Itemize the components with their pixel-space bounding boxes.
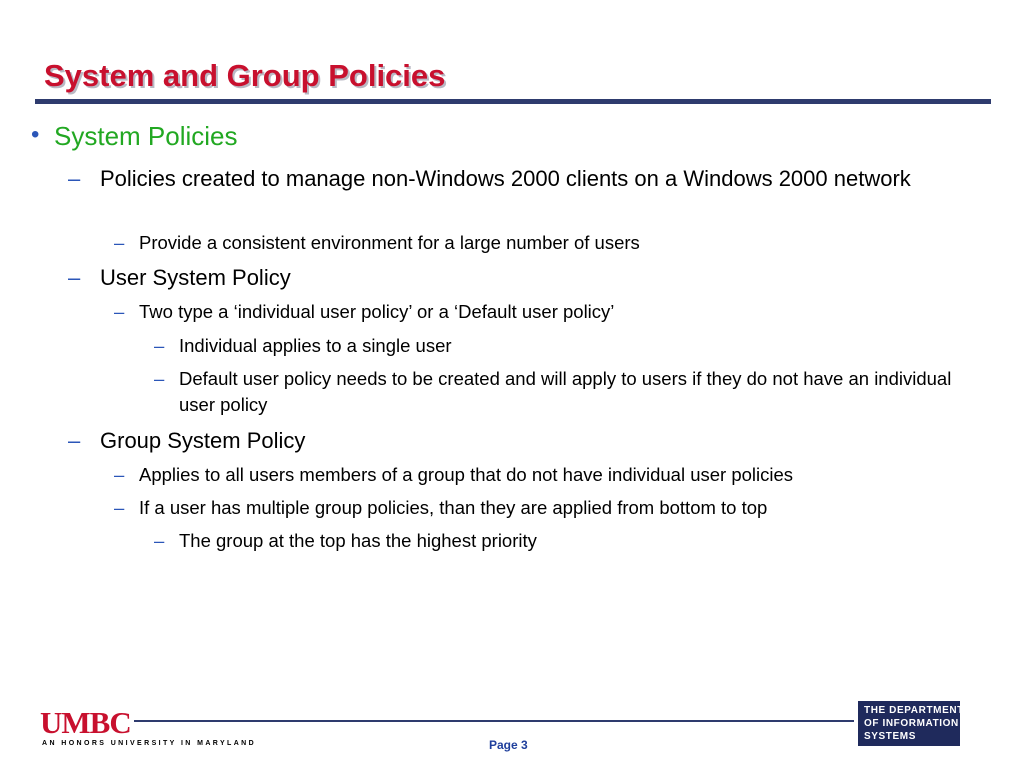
- slide-title: System and Group Policies: [44, 58, 446, 93]
- bullet-item: [154, 366, 964, 418]
- bullet-marker: –: [154, 335, 165, 356]
- bullet-text: System Policies: [54, 121, 238, 151]
- bullet-item: [114, 495, 974, 521]
- bullet-text: Policies created to manage non-Windows 2000 clients on a Windows 2000 network: [100, 166, 911, 191]
- bullet-marker: –: [154, 530, 165, 551]
- page-number: Page 3: [489, 738, 528, 752]
- bullet-marker: –: [68, 166, 81, 191]
- bullet-marker: –: [68, 265, 81, 290]
- bullet-item: [114, 462, 974, 488]
- bullet-item: [154, 528, 964, 554]
- bullet-item: [68, 263, 968, 293]
- bullet-text: If a user has multiple group policies, than they are applied from bottom to top: [139, 497, 768, 518]
- dept-line: SYSTEMS: [864, 731, 916, 742]
- bullet-text: Default user policy needs to be created and will apply to users if they do not have an individual user policy: [179, 368, 952, 415]
- bullet-item: [154, 333, 964, 359]
- department-logo: [858, 701, 964, 746]
- bullet-marker: •: [31, 121, 40, 148]
- bullet-text: Two type a ‘individual user policy’ or a ‘Default user policy’: [139, 301, 615, 322]
- bullet-marker: –: [114, 232, 125, 253]
- bullet-item: [68, 426, 968, 456]
- umbc-tagline: AN HONORS UNIVERSITY IN MARYLAND: [42, 740, 257, 747]
- bullet-marker: –: [154, 368, 165, 389]
- bullet-text: Applies to all users members of a group that do not have individual user policies: [139, 464, 794, 485]
- bullet-item: [114, 230, 974, 256]
- bullet-item: [31, 121, 991, 152]
- dept-line: THE DEPARTMENT: [864, 705, 964, 716]
- bullet-text: The group at the top has the highest priority: [179, 530, 537, 551]
- bullet-text: Individual applies to a single user: [179, 335, 452, 356]
- bullet-item: [114, 299, 974, 325]
- bullet-item: [68, 164, 968, 194]
- footer-divider: [134, 720, 854, 722]
- bullet-text: Group System Policy: [100, 428, 306, 453]
- bullet-text: User System Policy: [100, 265, 291, 290]
- bullet-marker: –: [114, 301, 125, 322]
- bullet-marker: –: [68, 428, 81, 453]
- bullet-marker: –: [114, 497, 125, 518]
- bullet-text: Provide a consistent environment for a large number of users: [139, 232, 640, 253]
- umbc-logo: UMBC: [40, 705, 131, 740]
- bullet-marker: –: [114, 464, 125, 485]
- dept-line: OF INFORMATION: [864, 718, 959, 729]
